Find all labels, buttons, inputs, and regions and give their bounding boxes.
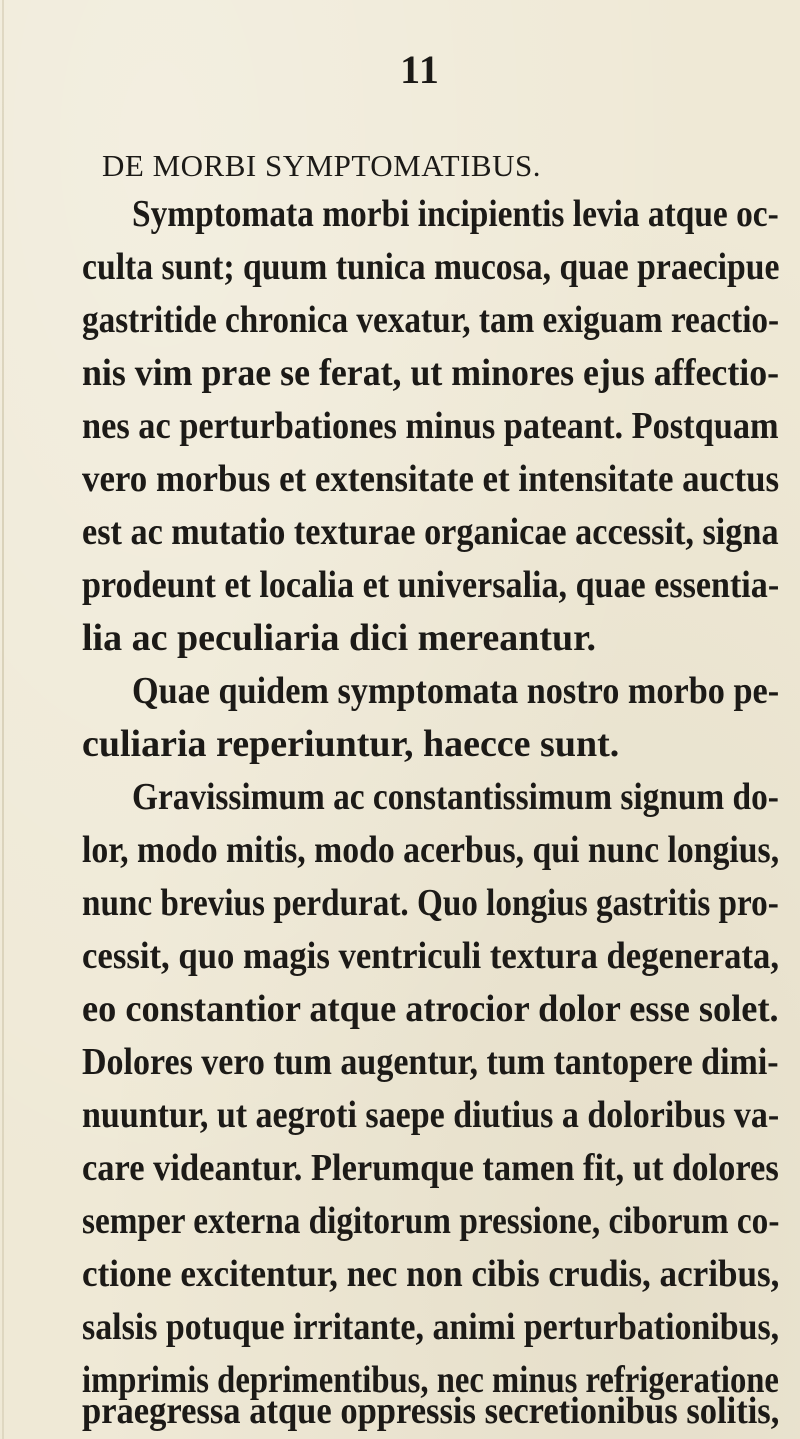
section-heading: DE MORBI SYMPTOMATIBUS. (102, 148, 541, 183)
text-line: nes ac perturbationes minus pateant. Postquam (82, 405, 779, 447)
text-line: salsis potuque irritante, animi perturbationibus, (82, 1306, 780, 1348)
text-line: Gravissimum ac constantissimum signum do- (132, 776, 779, 818)
text-line: prodeunt et localia et universalia, quae essentia- (82, 564, 780, 606)
text-line: nunc brevius perdurat. Quo longius gastritis pro- (82, 882, 779, 924)
page-edge (2, 0, 4, 1439)
text-line: ctione excitentur, nec non cibis crudis, acribus, (82, 1253, 780, 1295)
text-line: cessit, quo magis ventriculi textura degenerata, (82, 935, 780, 977)
text-line: semper externa digitorum pressione, ciborum co- (82, 1200, 780, 1242)
text-line: eo constantior atque atrocior dolor esse solet. (82, 988, 779, 1030)
text-line: Quae quidem symptomata nostro morbo pe- (132, 670, 780, 712)
text-line: culiaria reperiuntur, haecce sunt. (82, 723, 620, 765)
text-line: praegressa atque oppressis secretionibus solitis, (82, 1390, 780, 1432)
text-line: vero morbus et extensitate et intensitate auctus (82, 458, 780, 500)
text-line: Symptomata morbi incipientis levia atque oc- (132, 193, 779, 235)
text-line: culta sunt; quum tunica mucosa, quae praecipue (82, 246, 780, 288)
text-line: lia ac peculiaria dici mereantur. (82, 617, 597, 659)
text-line: est ac mutatio texturae organicae accessit, signa (82, 511, 779, 553)
text-line: care videantur. Plerumque tamen fit, ut dolores (82, 1147, 779, 1189)
text-line: lor, modo mitis, modo acerbus, qui nunc longius, (82, 829, 780, 871)
text-line: Dolores vero tum augentur, tum tantopere dimi- (82, 1041, 779, 1083)
page-number: 11 (400, 47, 440, 92)
text-line: nis vim prae se ferat, ut minores ejus affectio- (82, 352, 780, 394)
text-line: nuuntur, ut aegroti saepe diutius a doloribus va- (82, 1094, 780, 1136)
text-line: gastritide chronica vexatur, tam exiguam reactio- (82, 299, 780, 341)
text-line: imprimis deprimentibus, nec minus refrigeratione (82, 1359, 779, 1401)
